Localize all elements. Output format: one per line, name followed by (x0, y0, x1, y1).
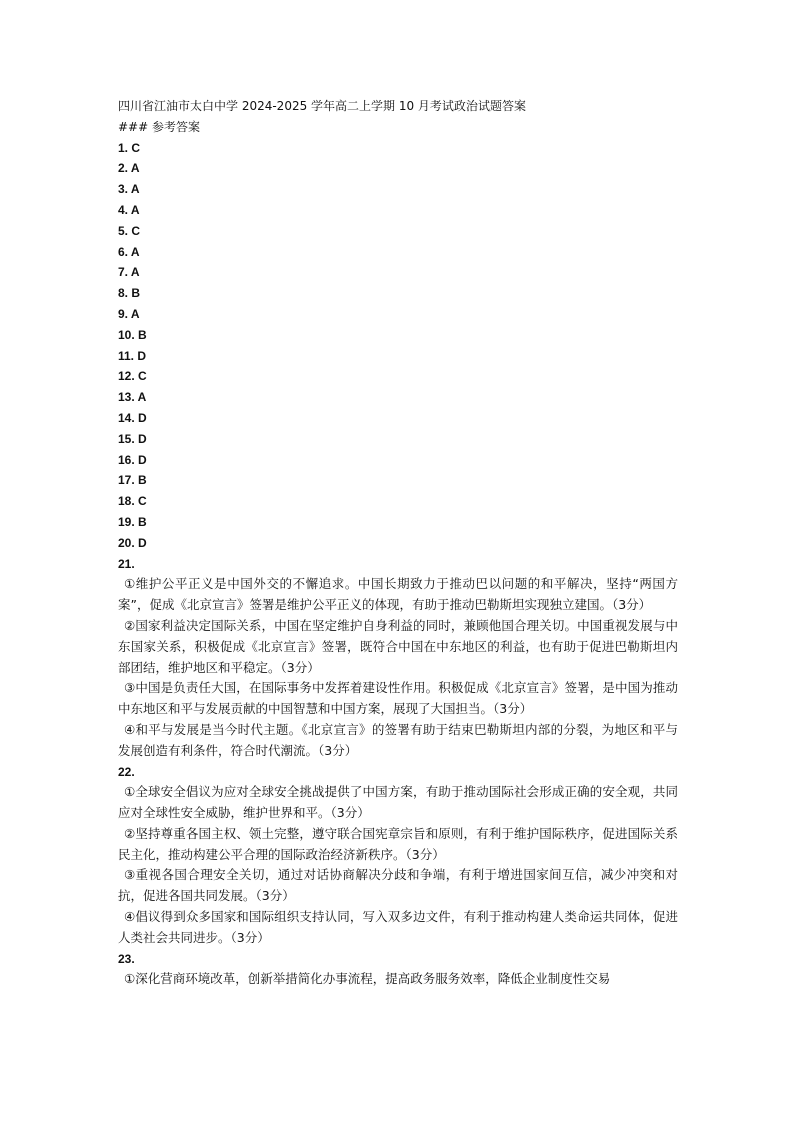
question-number: 22. (118, 764, 135, 779)
answer-item: 3. A (118, 182, 140, 197)
answer-item: 13. A (118, 390, 147, 405)
answer-point: ④和平与发展是当今时代主题。《北京宣言》的签署有助于结束巴勒斯坦内部的分裂，为地区和平与发展创造有利条件，符合时代潮流。（3分） (118, 721, 678, 758)
answer-item: 5. C (118, 223, 141, 238)
answer-point: ③中国是负责任大国，在国际事务中发挥着建设性作用。积极促成《北京宣言》签署，是中国为推动中东地区和平与发展贡献的中国智慧和中国方案，展现了大国担当。（3分） (118, 680, 678, 717)
question-21 (118, 554, 678, 762)
answer-item: 4. A (118, 202, 140, 217)
answer-item: 7. A (118, 265, 140, 280)
answer-point: ④倡议得到众多国家和国际组织支持认同，写入双多边文件，有利于推动构建人类命运共同体，促进人类社会共同进步。（3分） (118, 909, 678, 945)
question-number: 21. (118, 556, 135, 571)
answer-item: 12. C (118, 369, 147, 384)
answer-point: ③重视各国合理安全关切，通过对话协商解决分歧和争端，有利于增进国家间互信，减少冲突和对抗，促进各国共同发展。（3分） (118, 867, 678, 904)
answer-item: 14. D (118, 410, 147, 425)
answer-item: 9. A (118, 306, 140, 321)
answer-item: 2. A (118, 161, 140, 176)
answer-item: 17. B (118, 473, 147, 488)
document-page (118, 96, 678, 990)
answer-item: 11. D (118, 348, 147, 363)
question-number: 23. (118, 951, 135, 966)
answer-list (118, 138, 678, 554)
answer-item: 10. B (118, 327, 147, 342)
answer-point: ②国家利益决定国际关系，中国在坚定维护自身利益的同时，兼顾他国合理关切。中国重视发展与中东国家关系，积极促成《北京宣言》签署，既符合中国在中东地区的利益，也有助于促进巴勒斯坦内部团结，维护地区和平稳定。（3分） (118, 617, 678, 675)
answer-item: 15. D (118, 431, 147, 446)
question-22 (118, 762, 678, 949)
answer-item: 6. A (118, 244, 140, 259)
answer-item: 19. B (118, 514, 147, 529)
answer-item: 20. D (118, 535, 147, 550)
answer-item: 1. C (118, 140, 141, 155)
answer-point: ②坚持尊重各国主权、领土完整，遵守联合国宪章宗旨和原则，有利于维护国际秩序，促进国际关系民主化，推动构建公平合理的国际政治经济新秩序。（3分） (118, 825, 678, 862)
document-title: 四川省江油市太白中学 2024-2025 学年高二上学期 10 月考试政治试题答案 (118, 99, 526, 113)
question-23 (118, 949, 678, 991)
answer-point: ①全球安全倡议为应对全球安全挑战提供了中国方案，有助于推动国际社会形成正确的安全观，共同应对全球性安全威胁，维护世界和平。（3分） (118, 784, 678, 821)
answer-item: 8. B (118, 286, 141, 301)
answer-item: 16. D (118, 452, 147, 467)
answer-point: ①深化营商环境改革，创新举措简化办事流程，提高政务服务效率，降低企业制度性交易 (124, 971, 611, 987)
section-heading: ### 参考答案 (118, 119, 200, 134)
answer-point: ①维护公平正义是中国外交的不懈追求。中国长期致力于推动巴以问题的和平解决，坚持“两国方案”，促成《北京宣言》签署是维护公平正义的体现，有助于推动巴勒斯坦实现独立建国。（3分） (118, 576, 678, 613)
answer-item: 18. C (118, 494, 147, 509)
